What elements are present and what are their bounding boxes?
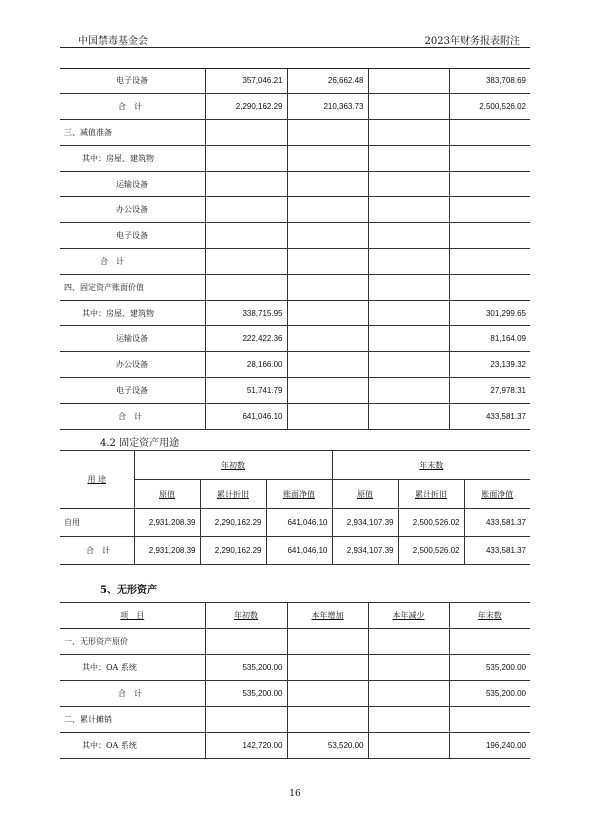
value-cell: 2,290,162.29 bbox=[205, 94, 287, 120]
value-cell bbox=[368, 300, 449, 326]
value-cell bbox=[287, 629, 368, 655]
table-row bbox=[60, 197, 530, 223]
value-cell bbox=[449, 629, 530, 655]
value-cell bbox=[449, 223, 530, 249]
value-cell bbox=[287, 145, 368, 171]
value-cell: 357,046.21 bbox=[205, 68, 287, 94]
table-row bbox=[60, 352, 530, 378]
value-cell bbox=[449, 197, 530, 223]
value-cell: 641,046.10 bbox=[205, 403, 287, 429]
table-row bbox=[60, 223, 530, 249]
value-cell: 535,200.00 bbox=[449, 681, 530, 707]
table-row bbox=[60, 509, 530, 537]
value-cell: 433,581.37 bbox=[464, 509, 530, 537]
value-cell bbox=[287, 171, 368, 197]
value-cell bbox=[205, 629, 287, 655]
value-cell bbox=[287, 274, 368, 300]
value-cell bbox=[368, 326, 449, 352]
value-cell bbox=[205, 707, 287, 733]
table-row bbox=[60, 68, 530, 94]
value-cell bbox=[205, 120, 287, 146]
value-cell bbox=[368, 378, 449, 404]
value-cell: 535,200.00 bbox=[205, 655, 287, 681]
sub-header: 账面净值 bbox=[266, 480, 332, 509]
value-cell: 2,500,526.02 bbox=[398, 537, 464, 565]
row-label: 运输设备 bbox=[60, 171, 205, 197]
value-cell bbox=[368, 249, 449, 275]
row-label: 其中：OA 系统 bbox=[60, 655, 205, 681]
sub-header: 累计折旧 bbox=[398, 480, 464, 509]
row-label: 合 计 bbox=[60, 249, 205, 275]
table-row bbox=[60, 326, 530, 352]
value-cell bbox=[368, 352, 449, 378]
sub-header: 原值 bbox=[332, 480, 398, 509]
column-header: 年初数 bbox=[205, 603, 287, 629]
value-cell: 81,164.09 bbox=[449, 326, 530, 352]
page-number: 16 bbox=[289, 789, 301, 799]
row-label: 合 计 bbox=[60, 537, 134, 565]
value-cell bbox=[449, 274, 530, 300]
value-cell bbox=[287, 326, 368, 352]
value-cell: 53,520.00 bbox=[287, 733, 368, 759]
row-label: 合 计 bbox=[60, 681, 205, 707]
row-label: 其中：房屋、建筑物 bbox=[60, 145, 205, 171]
table-row bbox=[60, 274, 530, 300]
column-header: 项 目 bbox=[60, 603, 205, 629]
value-cell bbox=[449, 707, 530, 733]
value-cell: 51,741.79 bbox=[205, 378, 287, 404]
value-cell bbox=[205, 223, 287, 249]
row-label: 二、累计摊销 bbox=[60, 707, 205, 733]
row-label: 办公设备 bbox=[60, 352, 205, 378]
value-cell bbox=[368, 733, 449, 759]
intangible-asset-table bbox=[60, 602, 530, 759]
value-cell bbox=[449, 145, 530, 171]
value-cell: 2,934,107.39 bbox=[332, 537, 398, 565]
group-end-header: 年末数 bbox=[332, 451, 530, 480]
value-cell bbox=[368, 120, 449, 146]
table-row bbox=[60, 378, 530, 404]
row-label: 运输设备 bbox=[60, 326, 205, 352]
value-cell: 26,662.48 bbox=[287, 68, 368, 94]
value-cell: 2,500,526.02 bbox=[449, 94, 530, 120]
sub-header: 累计折旧 bbox=[200, 480, 266, 509]
value-cell: 535,200.00 bbox=[449, 655, 530, 681]
value-cell: 2,290,162.29 bbox=[200, 509, 266, 537]
table-row bbox=[60, 249, 530, 275]
value-cell bbox=[287, 655, 368, 681]
value-cell: 2,931,208.39 bbox=[134, 509, 200, 537]
table-row bbox=[60, 300, 530, 326]
row-label: 其中：OA 系统 bbox=[60, 733, 205, 759]
section-5-title: 5、无形资产 bbox=[100, 585, 157, 596]
row-label: 一、无形资产原价 bbox=[60, 629, 205, 655]
row-label: 四、固定资产账面价值 bbox=[60, 274, 205, 300]
row-label: 办公设备 bbox=[60, 197, 205, 223]
table-row bbox=[60, 94, 530, 120]
value-cell: 433,581.37 bbox=[449, 403, 530, 429]
value-cell bbox=[287, 707, 368, 733]
value-cell: 23,139.32 bbox=[449, 352, 530, 378]
row-label: 电子设备 bbox=[60, 223, 205, 249]
value-cell bbox=[449, 249, 530, 275]
row-label: 三、减值准备 bbox=[60, 120, 205, 146]
value-cell: 142,720.00 bbox=[205, 733, 287, 759]
fixed-asset-usage-table bbox=[60, 450, 530, 565]
row-label: 电子设备 bbox=[60, 378, 205, 404]
value-cell bbox=[368, 94, 449, 120]
value-cell bbox=[449, 171, 530, 197]
value-cell bbox=[368, 707, 449, 733]
value-cell: 535,200.00 bbox=[205, 681, 287, 707]
column-header: 年末数 bbox=[449, 603, 530, 629]
value-cell bbox=[368, 68, 449, 94]
header-row bbox=[60, 603, 530, 629]
value-cell bbox=[368, 274, 449, 300]
value-cell: 28,166.00 bbox=[205, 352, 287, 378]
value-cell: 27,978.31 bbox=[449, 378, 530, 404]
table-row bbox=[60, 145, 530, 171]
value-cell bbox=[205, 197, 287, 223]
value-cell bbox=[368, 655, 449, 681]
value-cell: 641,046.10 bbox=[266, 509, 332, 537]
value-cell bbox=[368, 171, 449, 197]
fixed-asset-table bbox=[60, 68, 530, 430]
sub-header: 原值 bbox=[134, 480, 200, 509]
column-header: 本年减少 bbox=[368, 603, 449, 629]
value-cell: 210,363.73 bbox=[287, 94, 368, 120]
value-cell: 222,422.36 bbox=[205, 326, 287, 352]
table-row bbox=[60, 655, 530, 681]
table-row bbox=[60, 171, 530, 197]
value-cell: 2,931,208.39 bbox=[134, 537, 200, 565]
value-cell bbox=[287, 197, 368, 223]
value-cell bbox=[449, 120, 530, 146]
value-cell bbox=[205, 274, 287, 300]
table-row bbox=[60, 681, 530, 707]
header-rule bbox=[60, 47, 530, 48]
value-cell: 196,240.00 bbox=[449, 733, 530, 759]
value-cell: 301,299.65 bbox=[449, 300, 530, 326]
value-cell: 338,715.95 bbox=[205, 300, 287, 326]
value-cell bbox=[205, 249, 287, 275]
row-label: 其中：房屋、建筑物 bbox=[60, 300, 205, 326]
org-name: 中国禁毒基金会 bbox=[78, 36, 148, 47]
page-header bbox=[78, 32, 520, 46]
value-cell bbox=[368, 681, 449, 707]
value-cell bbox=[287, 352, 368, 378]
row-label: 合 计 bbox=[60, 94, 205, 120]
value-cell bbox=[287, 300, 368, 326]
value-cell: 2,290,162.29 bbox=[200, 537, 266, 565]
row-label: 合 计 bbox=[60, 403, 205, 429]
table-row bbox=[60, 707, 530, 733]
report-title: 2023年财务报表附注 bbox=[424, 36, 520, 47]
table-row bbox=[60, 629, 530, 655]
section-42-title: 4.2 固定资产用途 bbox=[100, 438, 180, 449]
value-cell bbox=[287, 249, 368, 275]
value-cell: 641,046.10 bbox=[266, 537, 332, 565]
value-cell bbox=[287, 120, 368, 146]
value-cell: 2,500,526.02 bbox=[398, 509, 464, 537]
table-row bbox=[60, 537, 530, 565]
value-cell bbox=[287, 681, 368, 707]
value-cell bbox=[205, 145, 287, 171]
table-row bbox=[60, 403, 530, 429]
table-row bbox=[60, 120, 530, 146]
value-cell bbox=[368, 145, 449, 171]
row-label: 自用 bbox=[60, 509, 134, 537]
value-cell bbox=[368, 197, 449, 223]
value-cell bbox=[205, 171, 287, 197]
value-cell bbox=[368, 403, 449, 429]
col-use-header: 用 途 bbox=[60, 451, 134, 509]
value-cell: 383,708.69 bbox=[449, 68, 530, 94]
value-cell bbox=[368, 629, 449, 655]
value-cell bbox=[287, 378, 368, 404]
value-cell bbox=[368, 223, 449, 249]
sub-header: 账面净值 bbox=[464, 480, 530, 509]
column-header: 本年增加 bbox=[287, 603, 368, 629]
row-label: 电子设备 bbox=[60, 68, 205, 94]
group-begin-header: 年初数 bbox=[134, 451, 332, 480]
value-cell: 2,934,107.39 bbox=[332, 509, 398, 537]
value-cell bbox=[287, 223, 368, 249]
value-cell bbox=[287, 403, 368, 429]
value-cell: 433,581.37 bbox=[464, 537, 530, 565]
table-row bbox=[60, 733, 530, 759]
